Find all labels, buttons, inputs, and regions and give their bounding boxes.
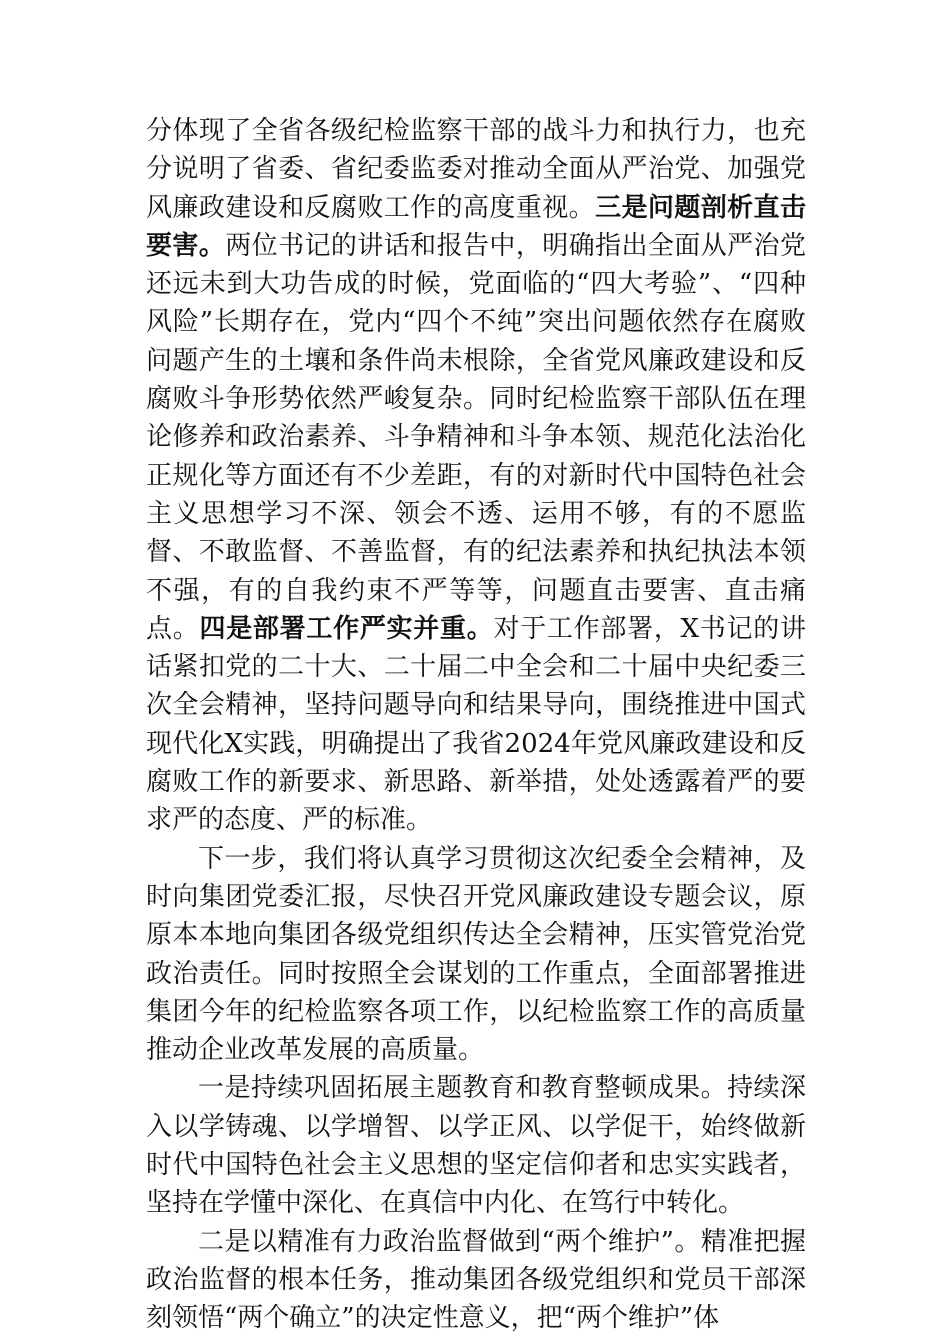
text-segment: 对于工作部署，X书记的讲话紧扣党的二十大、二十届二中全会和二十届中央纪委三次全会精神，坚持问题导向和结果导向，围绕推进中国式现代化X实践，明确提出了我省2024年党风廉政建设和反腐败工作的新要求、新思路、新举措，处处透露着严的要求严的态度、严的标准。 [146, 613, 806, 836]
bold-heading-3: 三是问题剖析直击要害。 [146, 192, 806, 261]
paragraph-3 [146, 1069, 806, 1222]
text-segment: 分体现了全省各级纪检监察干部的战斗力和执行力，也充分说明了省委、省纪委监委对推动全面从严治党、加强党风廉政建设和反腐败工作的高度重视。 [146, 116, 806, 223]
text-segment: 两位书记的讲话和报告中，明确指出全面从严治党还远未到大功告成的时候，党面临的“四大考验”、“四种风险”长期存在，党内“四个不纯”突出问题依然存在腐败问题产生的土壤和条件尚未根除，全省党风廉政建设和反腐败斗争形势依然严峻复杂。同时纪检监察干部队伍在理论修养和政治素养、斗争精神和斗争本领、规范化法治化正规化等方面还有不少差距，有的对新时代中国特色社会主义思想学习不深、领会不透、运用不够，有的不愿监督、不敢监督、不善监督，有的纪法素养和执纪执法本领不强，有的自我约束不严等等，问题直击要害、直击痛点。 [146, 230, 806, 644]
text-segment: 二是以精准有力政治监督做到“两个维护”。精准把握政治监督的根本任务，推动集团各级党组织和党员干部深刻领悟“两个确立”的决定性意义，把“两个维护”体 [146, 1226, 806, 1334]
text-segment: 一是持续巩固拓展主题教育和教育整顿成果。持续深入以学铸魂、以学增智、以学正风、以学促干，始终做新时代中国特色社会主义思想的坚定信仰者和忠实实践者，坚持在学懂中深化、在真信中内化、在笃行中转化。 [146, 1073, 806, 1219]
document-page [146, 112, 806, 1338]
text-segment: 下一步，我们将认真学习贯彻这次纪委全会精神，及时向集团党委汇报，尽快召开党风廉政建设专题会议，原原本本地向集团各级党组织传达全会精神，压实管党治党政治责任。同时按照全会谋划的工作重点，全面部署推进集团今年的纪检监察各项工作，以纪检监察工作的高质量推动企业改革发展的高质量。 [146, 843, 806, 1066]
paragraph-4 [146, 1223, 806, 1338]
bold-heading-4: 四是部署工作严实并重。 [199, 613, 494, 644]
paragraph-1 [146, 112, 806, 840]
paragraph-2 [146, 840, 806, 1070]
